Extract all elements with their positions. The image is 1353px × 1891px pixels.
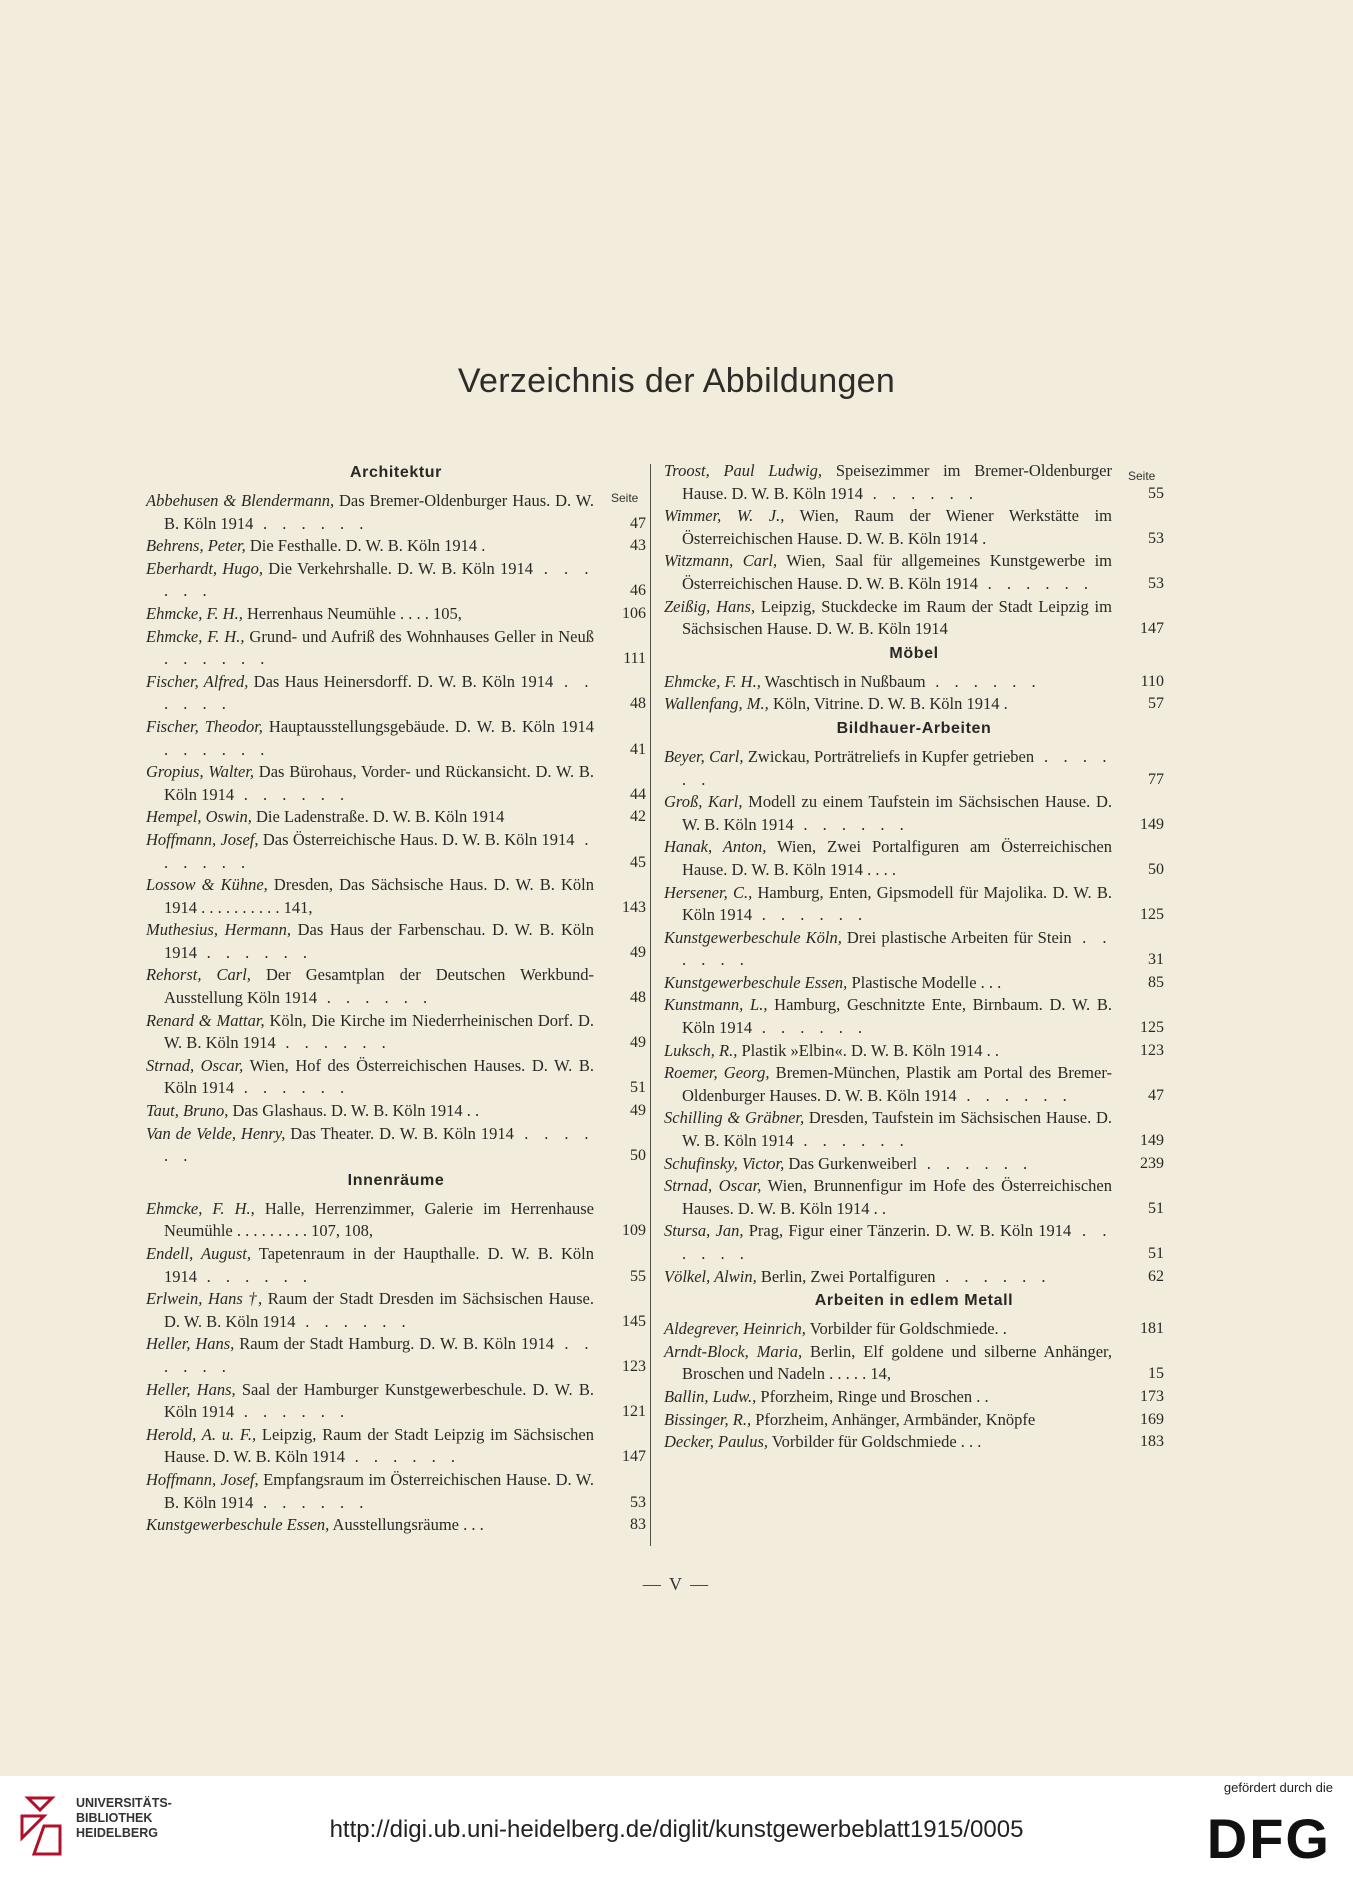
index-entry	[146, 1424, 646, 1469]
right-column	[664, 460, 1164, 1454]
index-entry	[146, 626, 646, 671]
entry-text: Dresden, Taufstein im Sächsischen Hause. D. W. B. Köln 1914	[682, 1108, 1112, 1151]
index-entry	[146, 1010, 646, 1055]
entry-text: Die Ladenstraße. D. W. B. Köln 1914	[251, 807, 505, 827]
index-entry	[146, 603, 646, 626]
index-entry	[146, 829, 646, 874]
footer-url-link[interactable]: http://digi.ub.uni-heidelberg.de/diglit/kunstgewerbeblatt1915/0005	[329, 1816, 1024, 1843]
entry-page-number: 49	[630, 1034, 646, 1052]
dot-leader: . . . . . .	[275, 1033, 392, 1053]
entry-name: Hoffmann, Josef,	[146, 1469, 259, 1489]
entry-text: Waschtisch in Nußbaum	[760, 671, 926, 691]
index-entry	[146, 1123, 646, 1168]
dot-leader: . . . . . .	[863, 483, 979, 503]
library-name-line1: UNIVERSITÄTS-	[76, 1796, 172, 1810]
entry-page-number: 57	[1148, 695, 1164, 713]
column-divider	[650, 464, 651, 1546]
entry-page-number: 53	[1148, 574, 1164, 592]
index-entry	[664, 671, 1164, 694]
entry-page-number: 123	[622, 1357, 646, 1375]
entry-text: Hauptausstellungsgebäude. D. W. B. Köln 1914	[262, 716, 595, 736]
section-heading: Bildhauer-Arbeiten	[836, 719, 992, 737]
dot-leader: . . . . . .	[925, 671, 1042, 691]
dot-leader: . . . . . .	[197, 942, 313, 962]
entry-name: Hersener, C.,	[664, 882, 753, 902]
entry-name: Hoffmann, Josef,	[146, 829, 259, 849]
entry-page-number: 47	[1148, 1086, 1164, 1104]
page-number: — V —	[642, 1574, 711, 1594]
dfg-logo: DFG	[1206, 1807, 1331, 1870]
dot-leader: . . . . . .	[956, 1085, 1073, 1105]
entry-name: Heller, Hans,	[146, 1334, 235, 1354]
entry-name: Witzmann, Carl,	[664, 551, 778, 571]
entry-page-number: 46	[630, 582, 646, 600]
index-entry	[664, 550, 1164, 595]
entry-page-number: 51	[1148, 1245, 1164, 1262]
entry-page-number: 50	[630, 1147, 646, 1165]
entry-page-number: 50	[1148, 860, 1164, 878]
entry-text: Raum der Stadt Hamburg. D. W. B. Köln 1914	[234, 1334, 554, 1354]
dot-leader: . . . . . .	[164, 1123, 594, 1166]
entry-text: Prag, Figur einer Tänzerin. D. W. B. Köln 1914	[743, 1221, 1072, 1241]
entry-name: Zeißig, Hans,	[664, 596, 756, 616]
entry-text: Bremen-München, Plastik am Portal des Bremer-Oldenburger Hauses. D. W. B. Köln 1914	[682, 1063, 1112, 1105]
index-entry	[146, 1198, 646, 1243]
entry-text: Berlin, Elf goldene und silberne Anhänger, Broschen und Nadeln . . . . . 14,	[682, 1341, 1112, 1384]
entry-text: Das Gurkenweiberl	[784, 1153, 918, 1173]
dot-leader: . . . . . .	[253, 1492, 369, 1512]
entry-text: Hamburg, Enten, Gipsmodell für Majolika. D. W. B. Köln 1914	[682, 882, 1113, 925]
entry-text: Köln, Die Kirche im Niederrheinischen Dorf. D. W. B. Köln 1914	[164, 1010, 594, 1053]
index-entry	[664, 791, 1164, 836]
index-entry	[664, 1341, 1164, 1386]
entry-name: Muthesius, Hermann,	[146, 920, 292, 940]
entry-name: Ehmcke, F. H.,	[146, 603, 243, 623]
index-entry	[146, 1055, 646, 1100]
dot-leader: . . . . . .	[197, 1266, 313, 1286]
dot-leader: . . . . . .	[164, 649, 270, 669]
dot-leader: . . . . . .	[682, 746, 1113, 789]
dot-leader: . . . . . .	[164, 1334, 594, 1376]
entry-page-number: 169	[1140, 1410, 1164, 1428]
index-entry	[664, 1153, 1164, 1176]
entry-page-number: 149	[1140, 815, 1164, 833]
dot-leader: . . . . . .	[164, 739, 270, 759]
entry-page-number: 41	[630, 740, 646, 758]
entry-name: Troost, Paul Ludwig,	[664, 461, 823, 480]
entry-name: Renard & Mattar,	[146, 1010, 265, 1030]
index-entry	[146, 1100, 646, 1123]
index-entry	[664, 1318, 1164, 1341]
entry-page-number: 85	[1148, 973, 1164, 991]
entry-text: Wien, Zwei Portalfiguren am Österreichischen Hause. D. W. B. Köln 1914 . . . .	[682, 837, 1113, 879]
index-entry	[146, 919, 646, 964]
entry-text: Köln, Vitrine. D. W. B. Köln 1914 .	[768, 694, 1008, 714]
entry-text: Tapetenraum in der Haupthalle. D. W. B. Köln 1914	[164, 1244, 595, 1286]
entry-name: Ehmcke, F. H.,	[664, 671, 761, 691]
entry-name: Hempel, Oswin,	[146, 807, 252, 827]
entry-page-number: 125	[1140, 906, 1164, 924]
dot-leader: . . . . . .	[345, 1447, 461, 1467]
dot-leader: . . . . . .	[164, 829, 595, 872]
entry-page-number: 47	[630, 514, 646, 532]
seite-label-left: Seite	[611, 491, 639, 505]
entry-page-number: 123	[1140, 1041, 1164, 1059]
entry-name: Wimmer, W. J.,	[664, 506, 785, 526]
dot-leader: . . . . . .	[234, 1078, 350, 1098]
entry-name: Gropius, Walter,	[146, 762, 255, 782]
dot-leader: . . . . . .	[234, 1402, 350, 1422]
entry-name: Stursa, Jan,	[664, 1221, 744, 1241]
funded-by-note: gefördert durch die	[1223, 1780, 1333, 1795]
dot-leader: . . . . . .	[253, 513, 369, 533]
entry-page-number: 49	[630, 943, 646, 961]
entry-page-number: 125	[1140, 1019, 1164, 1037]
index-entry	[146, 1379, 646, 1424]
entry-text: Die Verkehrshalle. D. W. B. Köln 1914	[263, 558, 533, 578]
entry-text: Speisezimmer im Bremer-Oldenburger Hause. D. W. B. Köln 1914	[682, 461, 1112, 503]
entry-name: Arndt-Block, Maria,	[664, 1341, 803, 1361]
entry-text: Dresden, Das Sächsische Haus. D. W. B. Köln 1914 . . . . . . . . . . 141,	[164, 875, 594, 917]
dot-leader: . . . . . .	[164, 671, 594, 714]
entry-page-number: 145	[622, 1312, 646, 1330]
dot-leader: . . . . . .	[752, 1018, 868, 1038]
entry-text: Das Haus Heinersdorff. D. W. B. Köln 1914	[248, 671, 554, 691]
entry-name: Ballin, Ludw.,	[664, 1386, 757, 1406]
index-entry	[664, 1431, 1164, 1454]
index-entry	[146, 1243, 646, 1288]
page-title: Verzeichnis der Abbildungen	[457, 362, 896, 400]
entry-text: Vorbilder für Goldschmiede . . .	[768, 1432, 982, 1452]
index-entry	[146, 671, 646, 716]
index-entry	[146, 806, 646, 829]
entry-name: Beyer, Carl,	[664, 746, 744, 766]
entry-name: Fischer, Alfred,	[146, 671, 249, 691]
entry-text: Wien, Brunnenfigur im Hofe des Österreichischen Hauses. D. W. B. Köln 1914 . .	[682, 1176, 1112, 1218]
entry-page-number: 51	[1148, 1199, 1164, 1217]
entry-text: Grund- und Aufriß des Wohnhauses Geller in Neuß	[244, 626, 594, 646]
index-entry	[146, 874, 646, 919]
index-entry	[664, 1062, 1164, 1107]
dot-leader: . . . . . .	[682, 1221, 1113, 1263]
library-name-line3: HEIDELBERG	[76, 1826, 158, 1840]
index-entry	[146, 1333, 646, 1378]
dot-leader: . . . . . .	[917, 1153, 1033, 1173]
entry-text: Drei plastische Arbeiten für Stein	[841, 927, 1072, 947]
entry-text: Pforzheim, Anhänger, Armbänder, Knöpfe	[751, 1409, 1036, 1429]
entry-text: Das Bremer-Oldenburger Haus. D. W. B. Köln 1914	[164, 491, 594, 533]
entry-text: Leipzig, Stuckdecke im Raum der Stadt Leipzig im Sächsischen Hause. D. W. B. Köln 1914	[682, 596, 1112, 639]
dot-leader: . . . . . .	[978, 573, 1094, 593]
entry-text: Leipzig, Raum der Stadt Leipzig im Sächsischen Hause. D. W. B. Köln 1914	[164, 1424, 594, 1467]
index-entry	[664, 836, 1164, 881]
section-heading: Architektur	[350, 464, 442, 481]
entry-name: Ehmcke, F. H.,	[146, 626, 245, 646]
entry-page-number: 173	[1140, 1387, 1164, 1405]
entry-name: Wallenfang, M.,	[664, 694, 769, 714]
section-heading: Innenräume	[347, 1171, 445, 1189]
entry-page-number: 42	[630, 808, 646, 826]
entry-name: Strnad, Oscar,	[664, 1176, 762, 1196]
entry-page-number: 53	[1148, 529, 1164, 547]
entry-page-number: 109	[622, 1222, 646, 1240]
index-entry	[664, 927, 1164, 972]
entry-name: Endell, August,	[146, 1244, 251, 1263]
entry-page-number: 15	[1148, 1365, 1164, 1383]
entry-page-number: 55	[1148, 484, 1164, 502]
entry-page-number: 77	[1148, 770, 1164, 788]
index-entry	[664, 882, 1164, 927]
index-entry	[664, 460, 1164, 505]
entry-page-number: 83	[630, 1516, 646, 1534]
index-entry	[146, 716, 646, 761]
entry-name: Lossow & Kühne,	[146, 875, 268, 895]
entry-name: Fischer, Theodor,	[146, 716, 263, 736]
entry-name: Luksch, R.,	[664, 1040, 738, 1060]
entry-page-number: 181	[1140, 1320, 1164, 1338]
index-entry	[146, 558, 646, 603]
entry-name: Eberhardt, Hugo,	[146, 558, 264, 578]
entry-name: Herold, A. u. F.,	[146, 1424, 257, 1444]
dot-leader: . . . . . .	[793, 1131, 910, 1151]
entry-name: Kunstgewerbeschule Köln,	[664, 927, 842, 947]
dot-leader: . . . . . .	[752, 905, 868, 925]
index-entry	[664, 1175, 1164, 1220]
dot-leader: . . . . . .	[317, 988, 433, 1008]
entry-name: Abbehusen & Blendermann,	[146, 491, 335, 510]
entry-text: Wien, Raum der Wiener Werkstätte im Österreichischen Hause. D. W. B. Köln 1914 .	[682, 506, 1112, 548]
entry-name: Kunstgewerbeschule Essen,	[146, 1515, 330, 1535]
entry-name: Kunstmann, L.,	[664, 995, 768, 1015]
dot-leader: . . . . . .	[793, 814, 910, 834]
dot-leader: . . . . . .	[935, 1266, 1051, 1286]
section-heading: Möbel	[889, 644, 939, 662]
entry-page-number: 147	[1140, 620, 1164, 638]
entry-name: Bissinger, R.,	[664, 1409, 752, 1429]
entry-page-number: 111	[623, 650, 646, 668]
entry-name: Ehmcke, F. H.,	[146, 1198, 255, 1218]
seite-label-right: Seite	[1128, 469, 1156, 483]
dot-leader: . . . . . .	[682, 927, 1113, 970]
entry-page-number: 62	[1148, 1267, 1164, 1285]
entry-text: Zwickau, Porträtreliefs in Kupfer getrieben	[743, 746, 1035, 766]
entry-text: Das Bürohaus, Vorder- und Rückansicht. D. W. B. Köln 1914	[164, 762, 595, 804]
entry-name: Kunstgewerbeschule Essen,	[664, 972, 848, 992]
entry-text: Saal der Hamburger Kunstgewerbeschule. D. W. B. Köln 1914	[164, 1379, 594, 1422]
dot-leader: . . . . . .	[295, 1311, 412, 1331]
index-entry	[664, 1266, 1164, 1289]
index-entry	[664, 1386, 1164, 1409]
entry-page-number: 31	[1148, 951, 1164, 969]
section-heading: Arbeiten in edlem Metall	[814, 1292, 1014, 1310]
entry-text: Das Glashaus. D. W. B. Köln 1914 . .	[228, 1101, 480, 1121]
left-column	[146, 460, 646, 1537]
entry-page-number: 44	[630, 785, 646, 803]
entry-text: Modell zu einem Taufstein im Sächsischen Hause. D. W. B. Köln 1914	[682, 792, 1112, 834]
index-entry	[146, 1514, 646, 1537]
entry-text: Der Gesamtplan der Deutschen Werkbund-Ausstellung Köln 1914	[164, 965, 594, 1008]
entry-text: Pforzheim, Ringe und Broschen . .	[756, 1386, 989, 1406]
index-entry	[146, 535, 646, 558]
entry-page-number: 149	[1140, 1132, 1164, 1150]
entry-text: Ausstellungsräume . . .	[329, 1515, 484, 1535]
entry-page-number: 48	[630, 989, 646, 1007]
entry-text: Hamburg, Geschnitzte Ente, Birnbaum. D. W. B. Köln 1914	[682, 995, 1112, 1038]
entry-text: Die Festhalle. D. W. B. Köln 1914 .	[245, 536, 486, 556]
index-entry	[664, 746, 1164, 791]
entry-name: Roemer, Georg,	[664, 1063, 770, 1083]
entry-name: Hanak, Anton,	[664, 837, 767, 857]
entry-text: Das Haus der Farbenschau. D. W. B. Köln 1914	[164, 920, 595, 962]
library-name-line2: BIBLIOTHEK	[76, 1811, 153, 1825]
index-entry	[664, 1409, 1164, 1432]
entry-text: Das Theater. D. W. B. Köln 1914	[285, 1123, 514, 1143]
entry-page-number: 51	[630, 1079, 646, 1097]
entry-name: Heller, Hans,	[146, 1379, 236, 1399]
entry-text: Wien, Hof des Österreichischen Hauses. D. W. B. Köln 1914	[164, 1055, 594, 1098]
index-entry	[664, 1040, 1164, 1063]
entry-name: Strnad, Oscar,	[146, 1055, 244, 1075]
entry-text: Empfangsraum im Österreichischen Hause. D. W. B. Köln 1914	[164, 1469, 594, 1512]
index-entry	[664, 1220, 1164, 1265]
entry-text: Wien, Saal für allgemeines Kunstgewerbe im Österreichischen Hause. D. W. B. Köln 1914	[682, 551, 1112, 593]
index-entry	[146, 964, 646, 1009]
entry-page-number: 110	[1140, 672, 1164, 690]
entry-text: Das Österreichische Haus. D. W. B. Köln 1914	[258, 829, 575, 849]
index-entry	[664, 972, 1164, 995]
entry-text: Raum der Stadt Dresden im Sächsischen Hause. D. W. B. Köln 1914	[164, 1289, 594, 1331]
entry-name: Schufinsky, Victor,	[664, 1153, 785, 1173]
entry-text: Herrenhaus Neumühle . . . . 105,	[242, 603, 462, 623]
entry-name: Groß, Karl,	[664, 792, 743, 812]
entry-page-number: 49	[630, 1102, 646, 1120]
entry-page-number: 53	[630, 1493, 646, 1511]
entry-page-number: 106	[622, 604, 646, 622]
entry-text: Vorbilder für Goldschmiede. .	[805, 1319, 1007, 1339]
entry-name: Rehorst, Carl,	[146, 965, 251, 985]
entry-text: Halle, Herrenzimmer, Galerie im Herrenhause Neumühle . . . . . . . . . 107, 108,	[164, 1198, 594, 1241]
entry-name: Aldegrever, Heinrich,	[664, 1319, 806, 1339]
entry-text: Berlin, Zwei Portalfiguren	[756, 1266, 936, 1286]
entry-page-number: 48	[630, 695, 646, 713]
entry-name: Behrens, Peter,	[146, 536, 246, 556]
entry-page-number: 45	[630, 853, 646, 871]
index-entry	[664, 1107, 1164, 1152]
index-entry	[664, 596, 1164, 641]
entry-name: Taut, Bruno,	[146, 1101, 229, 1121]
entry-text: Plastik »Elbin«. D. W. B. Köln 1914 . .	[737, 1040, 1000, 1060]
index-entry	[664, 693, 1164, 716]
entry-page-number: 147	[622, 1448, 646, 1466]
entry-page-number: 143	[622, 898, 646, 916]
index-entry	[664, 505, 1164, 550]
entry-name: Van de Velde, Henry,	[146, 1123, 286, 1143]
index-entry	[146, 1469, 646, 1514]
dot-leader: . . . . . .	[164, 558, 595, 601]
entry-page-number: 121	[622, 1403, 646, 1421]
entry-page-number: 183	[1140, 1433, 1164, 1451]
entry-text: Plastische Modelle . . .	[847, 972, 1002, 992]
entry-name: Erlwein, Hans †,	[146, 1289, 263, 1309]
index-entry	[146, 1288, 646, 1333]
entry-name: Völkel, Alwin,	[664, 1266, 757, 1286]
entry-page-number: 55	[630, 1267, 646, 1285]
entry-name: Decker, Paulus,	[664, 1432, 769, 1452]
entry-page-number: 239	[1140, 1154, 1164, 1172]
index-entry	[664, 994, 1164, 1039]
index-entry	[146, 490, 646, 535]
entry-page-number: 43	[630, 537, 646, 555]
dot-leader: . . . . . .	[234, 784, 350, 804]
index-entry	[146, 761, 646, 806]
entry-name: Schilling & Gräbner,	[664, 1108, 805, 1128]
